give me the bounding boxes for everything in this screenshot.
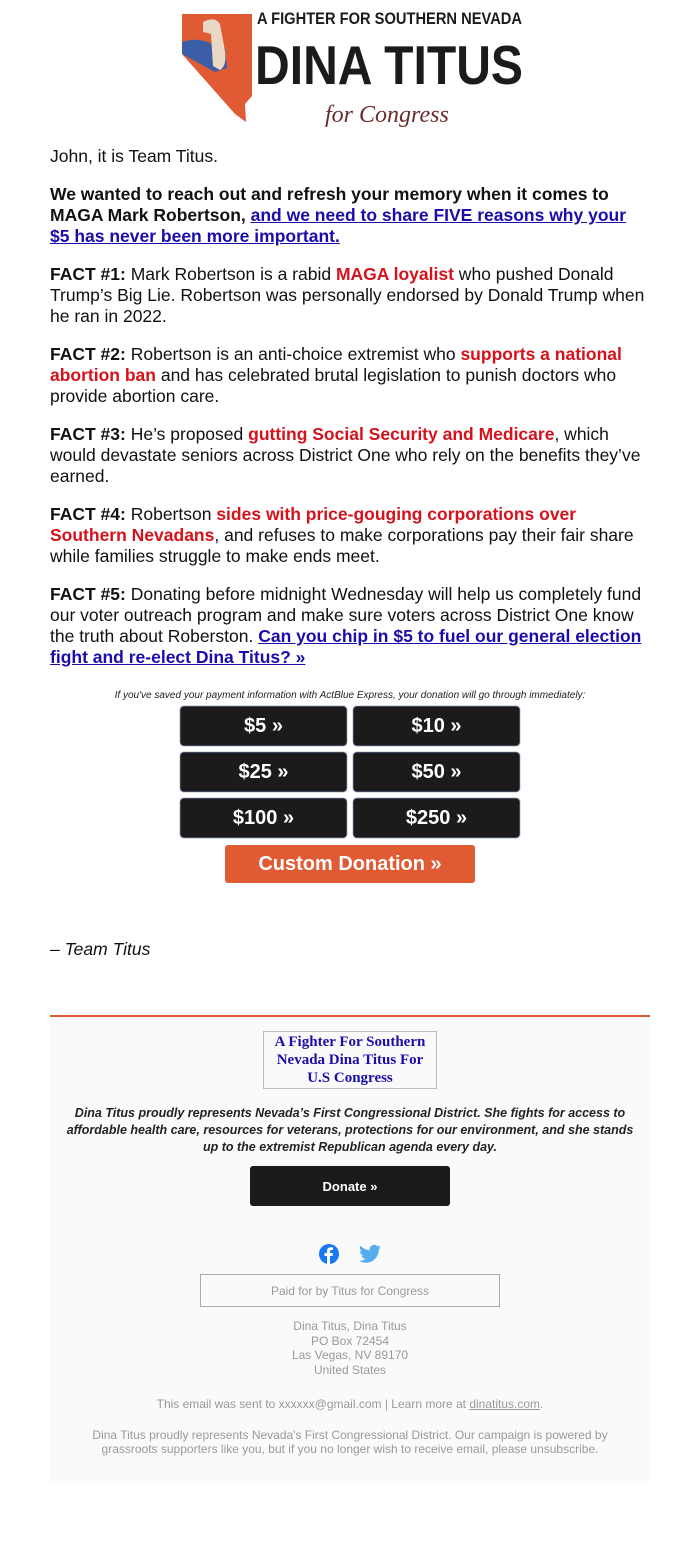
address-line: United States [313,1362,387,1377]
donate-250-button[interactable]: $250 » [354,799,519,837]
lead-paragraph [50,184,650,247]
twitter-icon[interactable] [359,1244,381,1264]
fact-5 [50,584,650,668]
fact-highlight: MAGA loyalist [335,264,454,284]
fact-highlight: gutting Social Security and Medicare [248,424,555,444]
actblue-express-note: If you've saved your payment information with ActBlue Express, your donation will go through immediately: [114,690,586,701]
donate-25-button[interactable]: $25 » [181,753,346,791]
sent-to-line [64,1397,636,1412]
fact-text: , and refuses to make corporations pay their fair share while families struggle to make ends meet. [50,525,634,566]
address-line: Dina Titus, Dina Titus [293,1319,407,1333]
website-link[interactable]: dinatitus.com [469,1397,541,1411]
lead-text: We wanted to reach out and refresh your memory when it comes to MAGA Mark Robertson, [50,184,609,225]
footer [50,1015,650,1483]
fact-text: Robertson is an anti-choice extremist who [125,344,461,364]
svg-text:A FIGHTER FOR SOUTHERN NEVADA: A FIGHTER FOR SOUTHERN NEVADA [257,9,522,28]
donate-100-button[interactable]: $100 » [181,799,346,837]
donate-50-button[interactable]: $50 » [354,753,519,791]
address-line: PO Box 72454 [310,1333,390,1348]
signature: – Team Titus [50,939,151,959]
fact-label: FACT #3: [50,424,126,444]
fact-text: He’s proposed [125,424,249,444]
fact-text: Donating before midnight Wednesday will help us completely fund our voter outreach program and make sure voters across District One know the truth about Roberston. [50,584,642,646]
fact-label: FACT #1: [50,264,126,284]
fact-2 [50,344,650,407]
sent-to-text: This email was sent to xxxxxx@gmail.com | Learn more at [156,1397,470,1411]
address-line: Las Vegas, NV 89170 [291,1348,409,1362]
greeting: John, it is Team Titus. [50,146,218,166]
svg-text:DINA TITUS: DINA TITUS [255,34,523,96]
paid-for-disclaimer: Paid for by Titus for Congress [200,1274,500,1307]
fact-text: Robertson [125,504,217,524]
period: . [540,1397,544,1411]
fact-text: and has celebrated brutal legislation to punish doctors who provide abortion care. [50,365,617,406]
fact-label: FACT #5: [50,584,126,604]
fact-text: Mark Robertson is a rabid [125,264,336,284]
fact-3 [50,424,650,487]
fact-highlight: supports a national abortion ban [50,344,622,385]
fact-label: FACT #2: [50,344,126,364]
facebook-icon[interactable] [319,1244,339,1264]
social-links [64,1244,636,1264]
custom-donation-button[interactable]: Custom Donation » [225,845,475,883]
footer-donate-button[interactable]: Donate » [250,1166,450,1206]
donate-10-button[interactable]: $10 » [354,707,519,745]
donate-5-button[interactable]: $5 » [181,707,346,745]
campaign-logo [50,0,650,128]
fact-highlight: sides with price-gouging corporations over Southern Nevadans [50,504,577,545]
nevada-arm-logo-icon [175,4,525,130]
fact-text: , which would devastate seniors across District One who rely on the benefits they’ve earned. [50,424,641,486]
footer-logo-broken-image: A Fighter For Southern Nevada Dina Titus For U.S Congress [263,1031,437,1089]
footer-disclaimer: Dina Titus proudly represents Nevada's First Congressional District. Our campaign is powered by grassroots supporters like you, but if you no longer wish to receive email, please unsubscribe. [92,1427,608,1456]
fact-4 [50,504,650,567]
fact-1 [50,264,650,327]
lead-donate-link[interactable]: and we need to share FIVE reasons why your $5 has never been more important. [50,205,627,246]
chip-in-link[interactable]: Can you chip in $5 to fuel our general election fight and re-elect Dina Titus? » [50,626,642,667]
svg-text:for Congress: for Congress [325,102,449,128]
fact-label: FACT #4: [50,504,126,524]
fact-text: who pushed Donald Trump’s Big Lie. Robertson was personally endorsed by Donald Trump when he ran in 2022. [50,264,645,326]
footer-description: Dina Titus proudly represents Nevada’s First Congressional District. She fights for access to affordable health care, resources for veterans, protections for our environment, and she stands up to the extremist Republican agenda every day. [66,1106,634,1154]
donation-amount-grid [50,707,650,837]
mailing-address [64,1319,636,1377]
